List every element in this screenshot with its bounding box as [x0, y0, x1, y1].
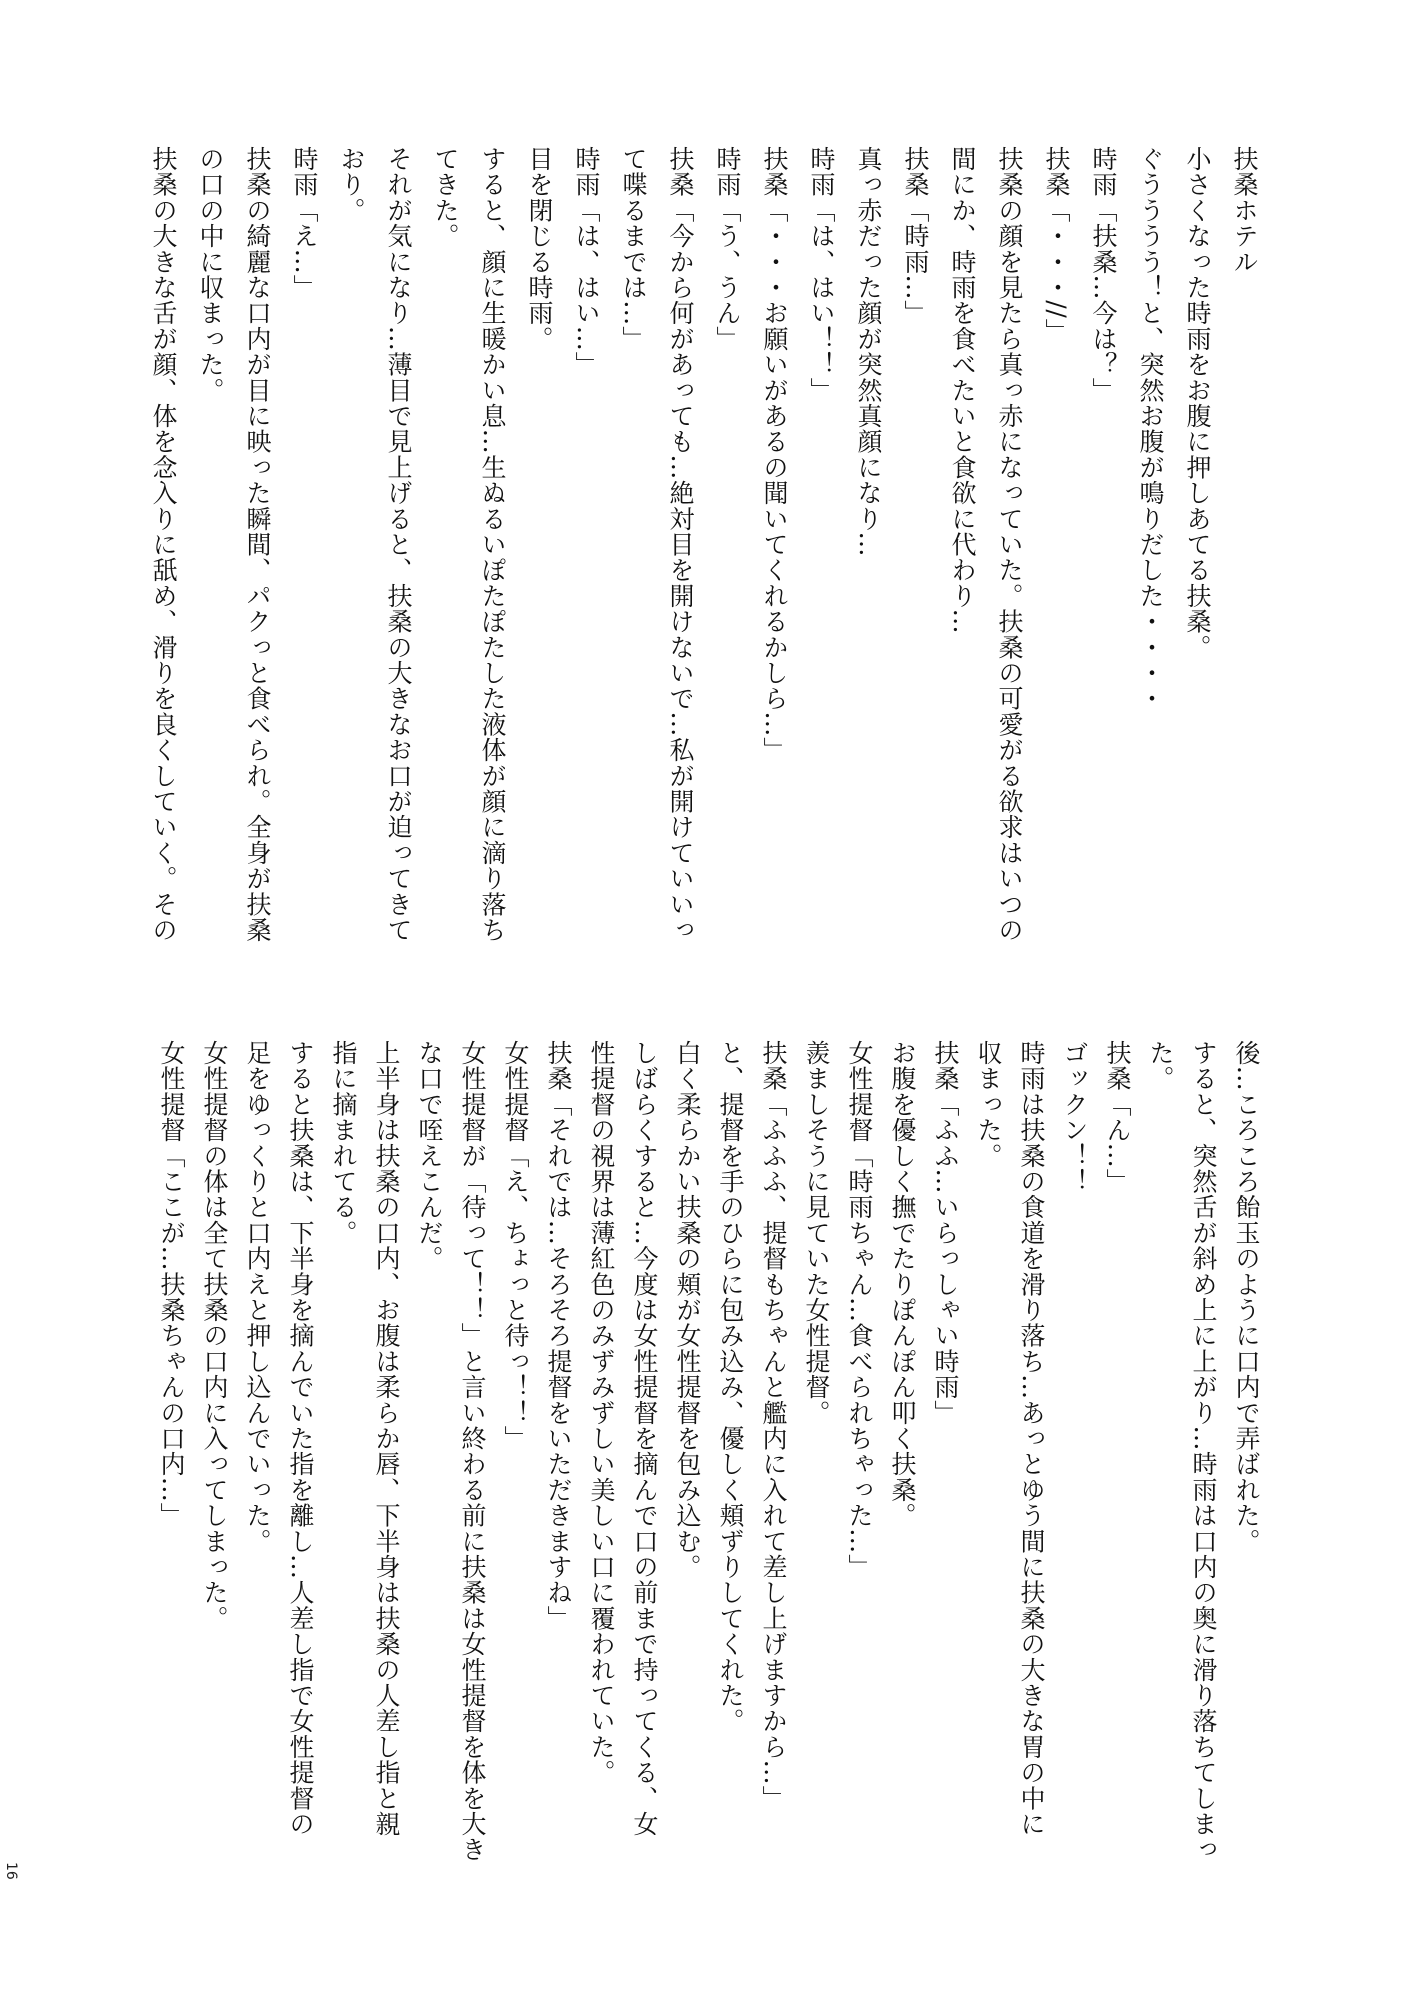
chapter-title: 扶桑ホテル: [1230, 146, 1259, 275]
text-column: 扶桑「ふふ…いらっしゃい時雨」: [931, 1040, 960, 1426]
text-column: 白く柔らかい扶桑の頬が女性提督を包み込む。: [673, 1040, 702, 1580]
text-column: すると扶桑は、下半身を摘んでいた指を離し…人差し指で女性提督の: [286, 1040, 315, 1837]
text-column: 扶桑の顔を見たら真っ赤になっていた。扶桑の可愛がる欲求はいつの: [995, 146, 1024, 943]
text-column: 扶桑の大きな舌が顔、体を念入りに舐め、滑りを良くしていく。その: [149, 146, 178, 943]
text-column: 女性提督の体は全て扶桑の口内に入ってしまった。: [200, 1040, 229, 1632]
text-column: 羨ましそうに見ていた女性提督。: [802, 1040, 831, 1426]
text-column: た。: [1146, 1040, 1175, 1092]
text-column: 扶桑「ん…」: [1103, 1040, 1132, 1195]
text-column: おり。: [337, 146, 366, 224]
text-column: 時雨「は、はい…」: [572, 146, 601, 378]
text-column: 真っ赤だった顔が突然真顔になり…: [854, 146, 883, 558]
text-column: 上半身は扶桑の口内、お腹は柔らか唇、下半身は扶桑の人差し指と親: [372, 1040, 401, 1837]
text-column: 収まった。: [974, 1040, 1003, 1169]
text-column: の口の中に収まった。: [196, 146, 225, 403]
page-number: 16: [3, 1862, 19, 1880]
text-column: すると、顔に生暖かい息…生ぬるいぽたぽたした液体が顔に滴り落ち: [478, 146, 507, 943]
text-column: てきた。: [431, 146, 460, 249]
text-column: 時雨「え…」: [290, 146, 319, 301]
text-column: 時雨「扶桑…今は？」: [1089, 146, 1118, 403]
text-column: 時雨「う、うん」: [713, 146, 742, 352]
text-column: 足をゆっくりと口内えと押し込んでいった。: [243, 1040, 272, 1554]
text-column: 性提督の視界は薄紅色のみずみずしい美しい口に覆われていた。: [587, 1040, 616, 1786]
text-column: それが気になり…薄目で見上げると、扶桑の大きなお口が迫ってきて: [384, 146, 413, 943]
text-column: 時雨は扶桑の食道を滑り落ち…あっとゆう間に扶桑の大きな胃の中に: [1017, 1040, 1046, 1837]
text-column: お腹を優しく撫でたりぽんぽん叩く扶桑。: [888, 1040, 917, 1529]
text-column: と、提督を手のひらに包み込み、優しく頬ずりしてくれた。: [716, 1040, 745, 1734]
text-column: 間にか、時雨を食べたいと食欲に代わり…: [948, 146, 977, 635]
text-column: 扶桑の綺麗な口内が目に映った瞬間、パクっと食べられ。全身が扶桑: [243, 146, 272, 943]
text-column: ぐうううう！と、突然お腹が鳴りだした・・・・: [1136, 146, 1165, 712]
text-column: 扶桑「ふふふ、提督もちゃんと艦内に入れて差し上げますから…」: [759, 1040, 788, 1812]
text-column: 小さくなった時雨をお腹に押しあてる扶桑。: [1183, 146, 1212, 660]
text-column: 女性提督「ここが…扶桑ちゃんの口内…」: [157, 1040, 186, 1529]
upper-text-block: [140, 146, 1268, 943]
text-column: すると、突然舌が斜め上に上がり…時雨は口内の奥に滑り落ちてしまっ: [1189, 1040, 1218, 1863]
text-column: な口で咥えこんだ。: [415, 1040, 444, 1272]
text-column: 後…ころころ飴玉のように口内で弄ばれた。: [1232, 1040, 1261, 1554]
text-column: 扶桑「時雨…」: [901, 146, 930, 326]
lower-text-block: [150, 1040, 1268, 1863]
text-column: 女性提督「え、ちょっと待っ！！」: [501, 1040, 530, 1452]
text-column: ゴックン！！: [1060, 1040, 1089, 1195]
text-column: て喋るまでは…」: [619, 146, 648, 352]
text-column: 女性提督が「待って！！」と言い終わる前に扶桑は女性提督を体を大き: [458, 1040, 487, 1863]
text-column: 扶桑「それでは…そろそろ提督をいただきますね」: [544, 1040, 573, 1632]
text-column: 扶桑「今から何があっても…絶対目を開けないで…私が開けていいっ: [666, 146, 695, 943]
text-column: 目を閉じる時雨。: [525, 146, 554, 352]
text-column: 扶桑「・・・//」: [1042, 146, 1071, 345]
text-column: 時雨「は、はい！！」: [807, 146, 836, 403]
text-column: 女性提督「時雨ちゃん…食べられちゃった…」: [845, 1040, 874, 1580]
text-column: しばらくすると…今度は女性提督を摘んで口の前まで持ってくる、女: [630, 1040, 659, 1837]
text-column: 指に摘まれてる。: [329, 1040, 358, 1246]
text-column: 扶桑「・・・お願いがあるの聞いてくれるかしら…」: [760, 146, 789, 763]
